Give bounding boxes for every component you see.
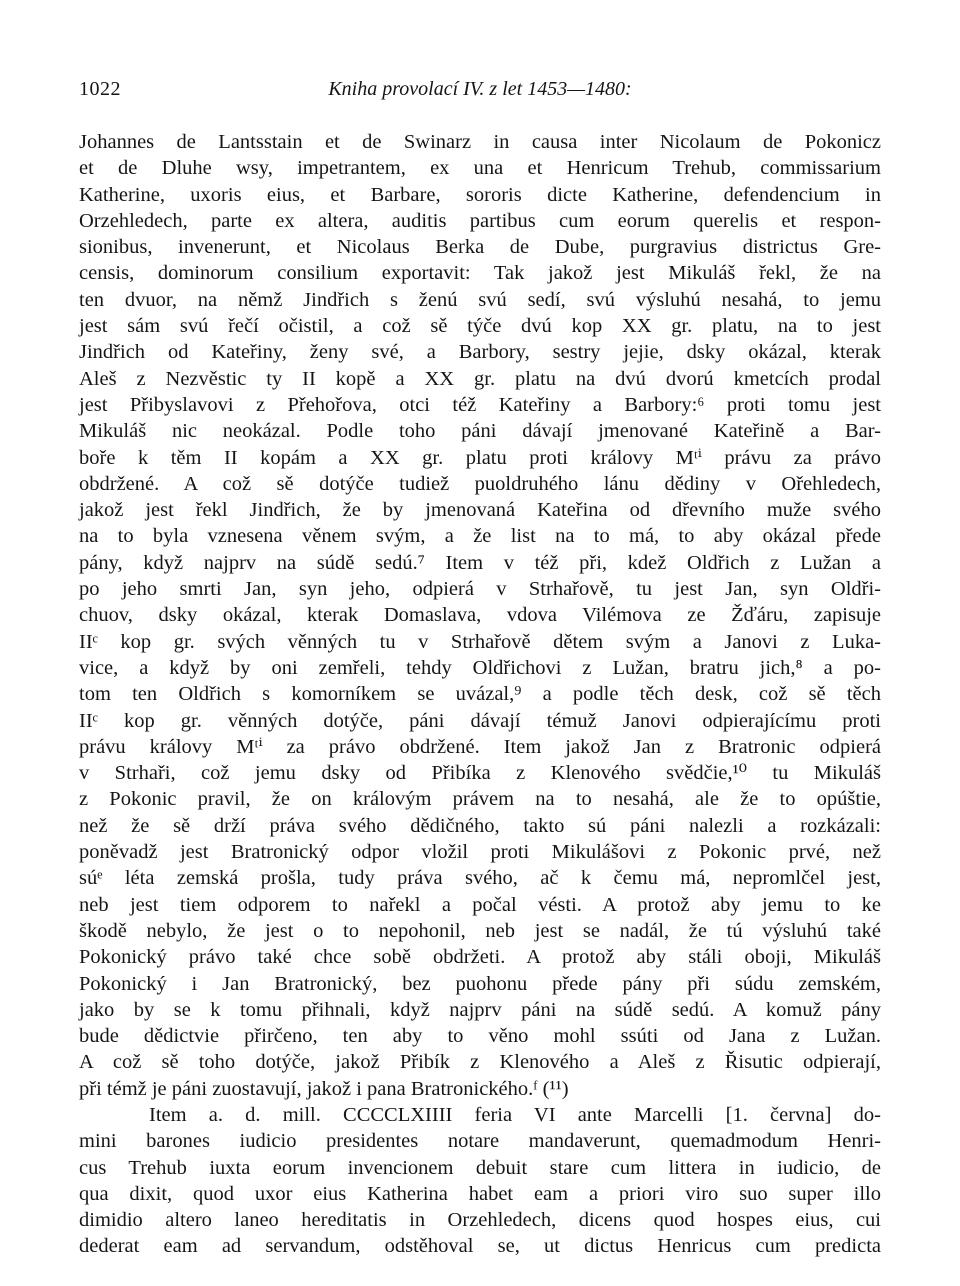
text-line: ten dvuor, na němž Jindřich s ženú svú sedí, svú výsluhú nesahá, to jemu [79, 288, 881, 311]
text-line: Pokonický i Jan Bratronický, bez puohonu přede pány při súdu zemském, [79, 972, 881, 995]
text-line: v Strhaři, což jemu dsky od Přibíka z Klenového svědčie,¹⁰ tu Mikuláš [79, 762, 881, 785]
text-line: bude dědictvie přirčeno, ten aby to věno mohl ssúti od Jana z Lužan. [79, 1025, 881, 1048]
text-body [79, 129, 881, 1286]
text-line: Jindřich od Kateřiny, ženy své, a Barbory, sestry jejie, dsky okázal, kterak [79, 341, 881, 364]
text-line: poněvadž jest Bratronický odpor vložil proti Mikulášovi z Pokonic prvé, než [79, 841, 881, 864]
text-line: dederat eam ad servandum, odstěhoval se, ut dictus Henricus cum predicta [79, 1235, 881, 1258]
text-line: než že sě drží práva svého dědičného, takto sú páni nalezli a rozkázali: [79, 814, 881, 837]
paragraph-start-line: Item a. d. mill. CCCCLXIIII feria VI ante Marcelli [1. června] do- [149, 1103, 881, 1126]
text-line: Johannes de Lantsstain et de Swinarz in causa inter Nicolaum de Pokonicz [79, 131, 881, 153]
page-number: 1022 [79, 78, 121, 100]
text-line: IIᶜ kop gr. věnných dotýče, páni dávají témuž Janovi odpierajícímu proti [79, 709, 881, 732]
text-line: jako by se k tomu přihnali, když najprv páni na súdě sedú. A komuž pány [79, 998, 881, 1021]
text-line: po jeho smrti Jan, syn jeho, odpierá v Strhařově, tu jest Jan, syn Oldři- [79, 578, 881, 601]
text-line: právu královy Mᵗⁱ za právo obdržené. Item jakož Jan z Bratronic odpierá [79, 735, 881, 758]
text-line: súᵉ léta zemská prošla, tudy práva svého, ač k čemu má, nepromlčel jest, [79, 867, 881, 890]
text-line: škodě nebylo, že jest o to nepohonil, neb jest se nadál, že tú výsluhú také [79, 919, 881, 942]
text-line: Orzehledech, parte ex altera, auditis partibus cum eorum querelis et respon- [79, 209, 881, 232]
text-line: Aleš z Nezvěstic ty II kopě a XX gr. platu na dvú dvorú kmetcích prodal [79, 367, 881, 390]
text-line: cus Trehub iuxta eorum invencionem debuit stare cum littera in iudicio, de [79, 1156, 881, 1179]
text-line: obdržené. A což sě dotýče tudiež puoldruhého lánu dědiny v Ořehledech, [79, 472, 881, 495]
text-line: censis, dominorum consilium exportavit: Tak jakož jest Mikuláš řekl, že na [79, 262, 881, 285]
text-line: Katherine, uxoris eius, et Barbare, sororis dicte Katherine, defendencium in [79, 183, 881, 206]
text-line: et de Dluhe wsy, impetrantem, ex una et Henricum Trehub, commissarium [79, 157, 881, 180]
text-line: sionibus, invenerunt, et Nicolaus Berka de Dube, purgravius districtus Gre- [79, 236, 881, 259]
text-line: tom ten Oldřich s komorníkem se uvázal,⁹ a podle těch desk, což sě těch [79, 683, 881, 706]
text-line: qua dixit, quod uxor eius Katherina habet eam a priori viro suo super illo [79, 1182, 881, 1205]
text-line: neb jest tiem odporem to nařekl a počal vésti. A protož aby jemu to ke [79, 893, 881, 916]
text-line: IIᶜ kop gr. svých věnných tu v Strhařově dětem svým a Janovi z Luka- [79, 630, 881, 653]
text-line: jest sám svú řečí očistil, a což sě týče dvú kop XX gr. platu, na to jest [79, 315, 881, 338]
text-line: mini barones iudicio presidentes notare mandaverunt, quemadmodum Henri- [79, 1130, 881, 1153]
text-line: boře k těm II kopám a XX gr. platu proti královy Mᵗⁱ právu za právo [79, 446, 881, 469]
text-line: dimidio altero laneo hereditatis in Orzehledech, dicens quod hospes eius, cui [79, 1209, 881, 1232]
text-line: chuov, dsky okázal, kterak Domaslava, vdova Vilémova ze Žďáru, zapisuje [79, 604, 881, 627]
text-line: vice, a když by oni zemřeli, tehdy Oldřichovi z Lužan, bratru jich,⁸ a po- [79, 656, 881, 679]
text-line: Pokonický právo také chce sobě obdržeti. A protož aby stáli oboji, Mikuláš [79, 946, 881, 969]
page [79, 78, 881, 1286]
paragraph-end-line: při témž je páni zuostavují, jakož i pana Bratronického.ᶠ (¹¹) [79, 1077, 569, 1100]
text-line: pány, když najprv na súdě sedú.⁷ Item v též při, kdež Oldřich z Lužan a [79, 551, 881, 574]
text-line: jakož jest řekl Jindřich, že by jmenovaná Kateřina od dřevního muže svého [79, 499, 881, 522]
text-line: jest Přibyslavovi z Přehořova, otci též Kateřiny a Barbory:⁶ proti tomu jest [79, 393, 881, 416]
text-line: z Pokonic pravil, že on královým právem na to nesahá, ale že to opúštie, [79, 788, 881, 811]
page-header [79, 78, 881, 108]
text-line: na to byla vznesena věnem svým, a že list na to má, to aby okázal přede [79, 525, 881, 548]
text-line: Mikuláš nic neokázal. Podle toho páni dávají jmenované Kateřině a Bar- [79, 420, 881, 443]
text-line: A což sě toho dotýče, jakož Přibík z Klenového a Aleš z Řisutic odpierají, [79, 1051, 881, 1074]
running-title: Kniha provolací IV. z let 1453—1480: [328, 78, 632, 100]
